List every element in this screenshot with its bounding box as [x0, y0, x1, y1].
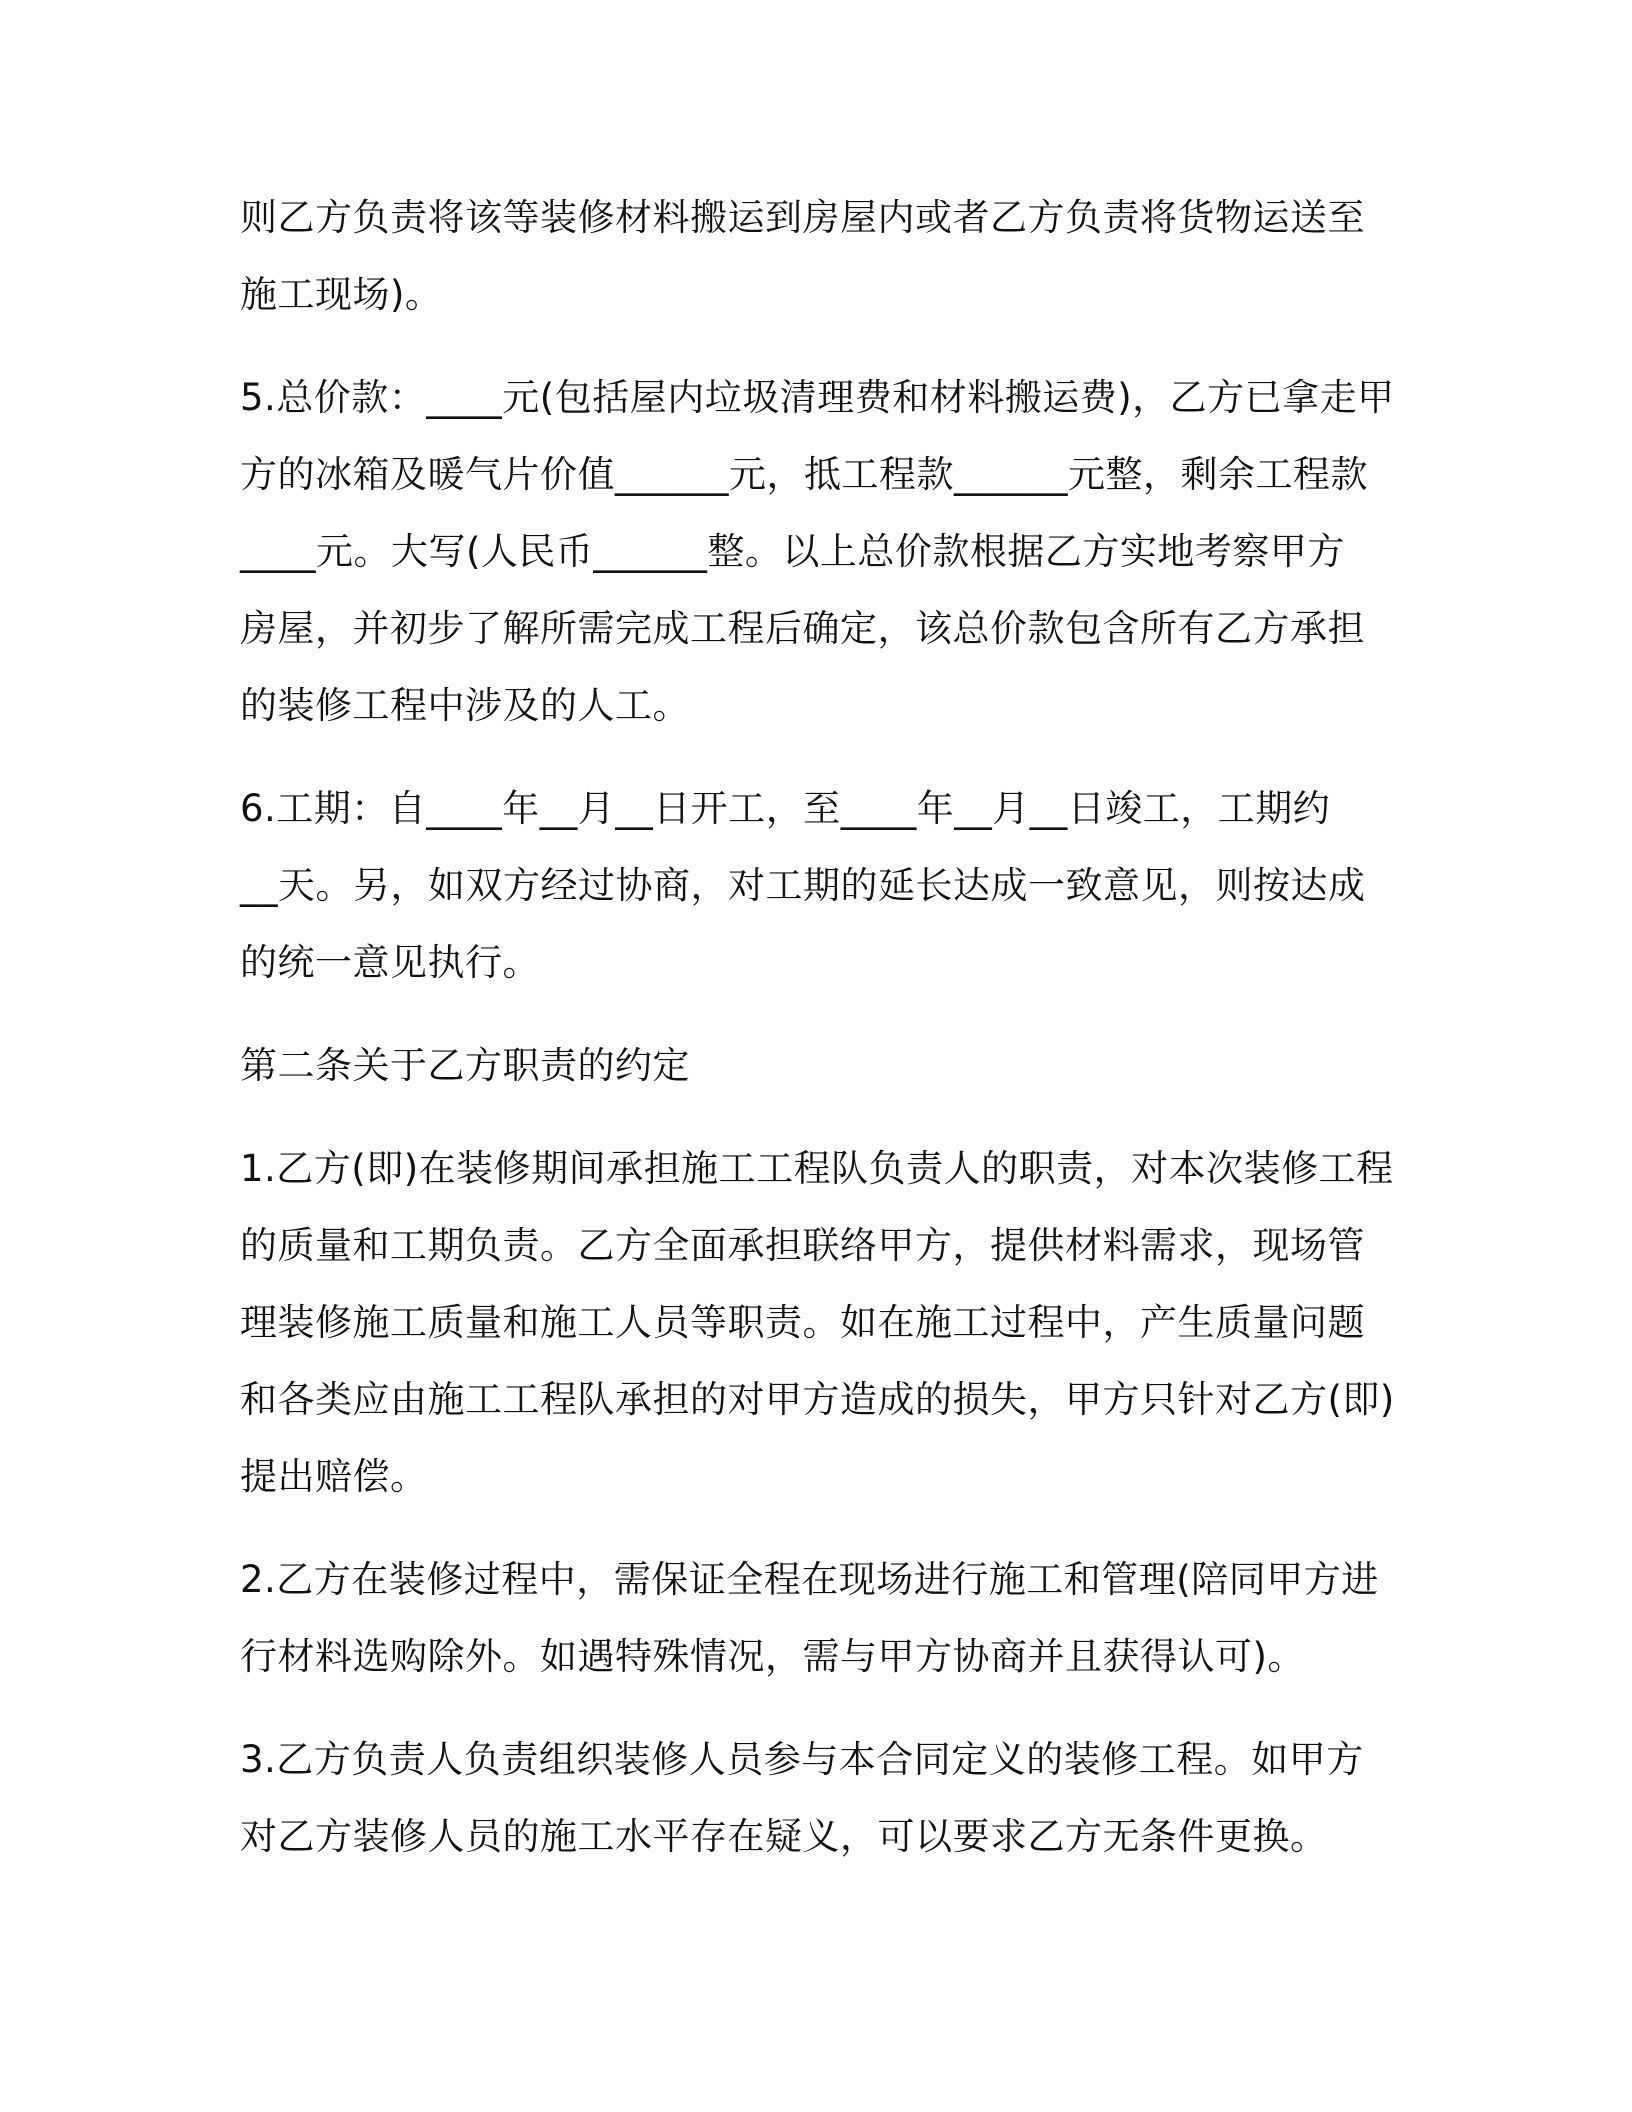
paragraph-4-line-2: 施工现场)。 [240, 273, 443, 316]
paragraph-6-line-3: 的统一意见执行。 [240, 941, 540, 984]
paragraph-5-line-4: 房屋，并初步了解所需完成工程后确定，该总价款包含所有乙方承担 [240, 607, 1365, 650]
paragraph-5-line-5: 的装修工程中涉及的人工。 [240, 684, 690, 727]
clause-1-line-5: 提出赔偿。 [240, 1455, 428, 1498]
clause-1-line-3: 理装修施工质量和施工人员等职责。如在施工过程中，产生质量问题 [240, 1301, 1365, 1344]
paragraph-6-line-2: __天。另，如双方经过协商，对工期的延长达成一致意见，则按达成 [240, 864, 1366, 907]
paragraph-4-line-1: 则乙方负责将该等装修材料搬运到房屋内或者乙方负责将货物运送至 [240, 196, 1365, 239]
clause-1-line-4: 和各类应由施工工程队承担的对甲方造成的损失，甲方只针对乙方(即) [240, 1378, 1395, 1421]
paragraph-5-line-1: 5.总价款：____元(包括屋内垃圾清理费和材料搬运费)，乙方已拿走甲 [240, 376, 1395, 419]
clause-2-line-2: 行材料选购除外。如遇特殊情况，需与甲方协商并且获得认可)。 [240, 1635, 1305, 1678]
clause-1-line-2: 的质量和工期负责。乙方全面承担联络甲方，提供材料需求，现场管 [240, 1224, 1365, 1267]
section-heading: 第二条关于乙方职责的约定 [240, 1044, 690, 1087]
clause-3-line-2: 对乙方装修人员的施工水平存在疑义，可以要求乙方无条件更换。 [240, 1815, 1328, 1858]
paragraph-5-line-2: 方的冰箱及暖气片价值______元，抵工程款______元整，剩余工程款 [240, 453, 1368, 496]
clause-1-line-1: 1.乙方(即)在装修期间承担施工工程队负责人的职责，对本次装修工程 [240, 1147, 1394, 1190]
paragraph-5-line-3: ____元。大写(人民币______整。以上总价款根据乙方实地考察甲方 [240, 530, 1345, 573]
clause-3-line-1: 3.乙方负责人负责组织装修人员参与本合同定义的装修工程。如甲方 [240, 1738, 1364, 1781]
clause-2-line-1: 2.乙方在装修过程中，需保证全程在现场进行施工和管理(陪同甲方进 [240, 1558, 1379, 1601]
paragraph-6-line-1: 6.工期：自____年__月__日开工，至____年__月__日竣工，工期约 [240, 787, 1331, 830]
